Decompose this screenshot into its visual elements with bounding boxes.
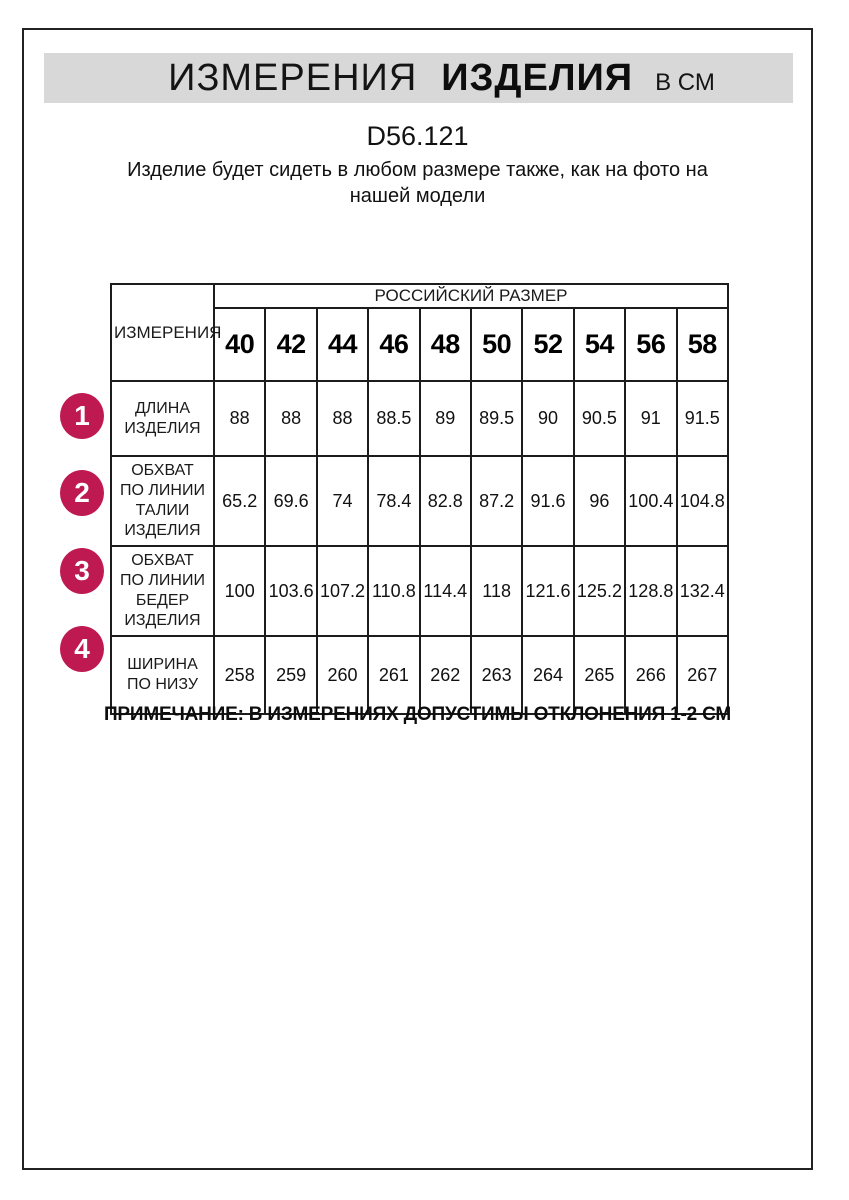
value-cell: 78.4 xyxy=(368,456,419,546)
subtitle-wrap xyxy=(22,157,813,209)
title-banner xyxy=(44,53,793,103)
page-title-units: В СМ xyxy=(655,69,715,96)
value-cell: 118 xyxy=(471,546,522,636)
table-row xyxy=(111,636,728,714)
size-header-cell: 58 xyxy=(677,308,729,381)
value-cell: 263 xyxy=(471,636,522,714)
size-header-cell: 56 xyxy=(625,308,676,381)
size-header-cell: 44 xyxy=(317,308,368,381)
value-cell: 91.6 xyxy=(522,456,573,546)
size-header-cell: 46 xyxy=(368,308,419,381)
row-label: ОБХВАТ ПО ЛИНИИ ТАЛИИ ИЗДЕЛИЯ xyxy=(111,456,214,546)
value-cell: 264 xyxy=(522,636,573,714)
russian-size-header: РОССИЙСКИЙ РАЗМЕР xyxy=(214,284,728,308)
table-row xyxy=(111,456,728,546)
value-cell: 88 xyxy=(214,381,265,456)
page-title-product: ИЗДЕЛИЯ xyxy=(441,57,634,99)
value-cell: 69.6 xyxy=(265,456,316,546)
model-code: D56.121 xyxy=(366,121,469,151)
value-cell: 265 xyxy=(574,636,625,714)
row-number-badge: 3 xyxy=(60,548,104,594)
size-header-cell: 42 xyxy=(265,308,316,381)
size-header-cell: 54 xyxy=(574,308,625,381)
value-cell: 258 xyxy=(214,636,265,714)
value-cell: 100.4 xyxy=(625,456,676,546)
size-header-cell: 50 xyxy=(471,308,522,381)
value-cell: 259 xyxy=(265,636,316,714)
size-header-cell: 52 xyxy=(522,308,573,381)
note-text: ПРИМЕЧАНИЕ: В ИЗМЕРЕНИЯХ ДОПУСТИМЫ ОТКЛОНЕНИЯ 1-2 СМ xyxy=(103,704,732,725)
value-cell: 100 xyxy=(214,546,265,636)
value-cell: 132.4 xyxy=(677,546,729,636)
group-header-row xyxy=(111,284,728,308)
value-cell: 88.5 xyxy=(368,381,419,456)
value-cell: 110.8 xyxy=(368,546,419,636)
value-cell: 260 xyxy=(317,636,368,714)
measurements-table xyxy=(110,283,729,715)
value-cell: 121.6 xyxy=(522,546,573,636)
value-cell: 125.2 xyxy=(574,546,625,636)
value-cell: 90 xyxy=(522,381,573,456)
value-cell: 90.5 xyxy=(574,381,625,456)
value-cell: 89 xyxy=(420,381,471,456)
size-header-cell: 48 xyxy=(420,308,471,381)
value-cell: 128.8 xyxy=(625,546,676,636)
value-cell: 96 xyxy=(574,456,625,546)
row-number-badge: 1 xyxy=(60,393,104,439)
value-cell: 87.2 xyxy=(471,456,522,546)
table-row xyxy=(111,381,728,456)
value-cell: 107.2 xyxy=(317,546,368,636)
value-cell: 65.2 xyxy=(214,456,265,546)
value-cell: 91.5 xyxy=(677,381,729,456)
value-cell: 89.5 xyxy=(471,381,522,456)
value-cell: 266 xyxy=(625,636,676,714)
value-cell: 104.8 xyxy=(677,456,729,546)
table-row xyxy=(111,546,728,636)
value-cell: 267 xyxy=(677,636,729,714)
value-cell: 88 xyxy=(265,381,316,456)
row-number-badge: 2 xyxy=(60,470,104,516)
measurements-column-header: ИЗМЕРЕНИЯ xyxy=(111,284,214,381)
row-label: ШИРИНА ПО НИЗУ xyxy=(111,636,214,714)
fit-description: Изделие будет сидеть в любом размере также, как на фото на нашей модели xyxy=(127,159,708,207)
value-cell: 103.6 xyxy=(265,546,316,636)
page-title-measurements: ИЗМЕРЕНИЯ xyxy=(168,57,418,99)
row-label: ОБХВАТ ПО ЛИНИИ БЕДЕР ИЗДЕЛИЯ xyxy=(111,546,214,636)
value-cell: 261 xyxy=(368,636,419,714)
value-cell: 74 xyxy=(317,456,368,546)
value-cell: 114.4 xyxy=(420,546,471,636)
value-cell: 88 xyxy=(317,381,368,456)
value-cell: 262 xyxy=(420,636,471,714)
row-number-badge: 4 xyxy=(60,626,104,672)
size-header-cell: 40 xyxy=(214,308,265,381)
value-cell: 91 xyxy=(625,381,676,456)
row-label: ДЛИНА ИЗДЕЛИЯ xyxy=(111,381,214,456)
value-cell: 82.8 xyxy=(420,456,471,546)
